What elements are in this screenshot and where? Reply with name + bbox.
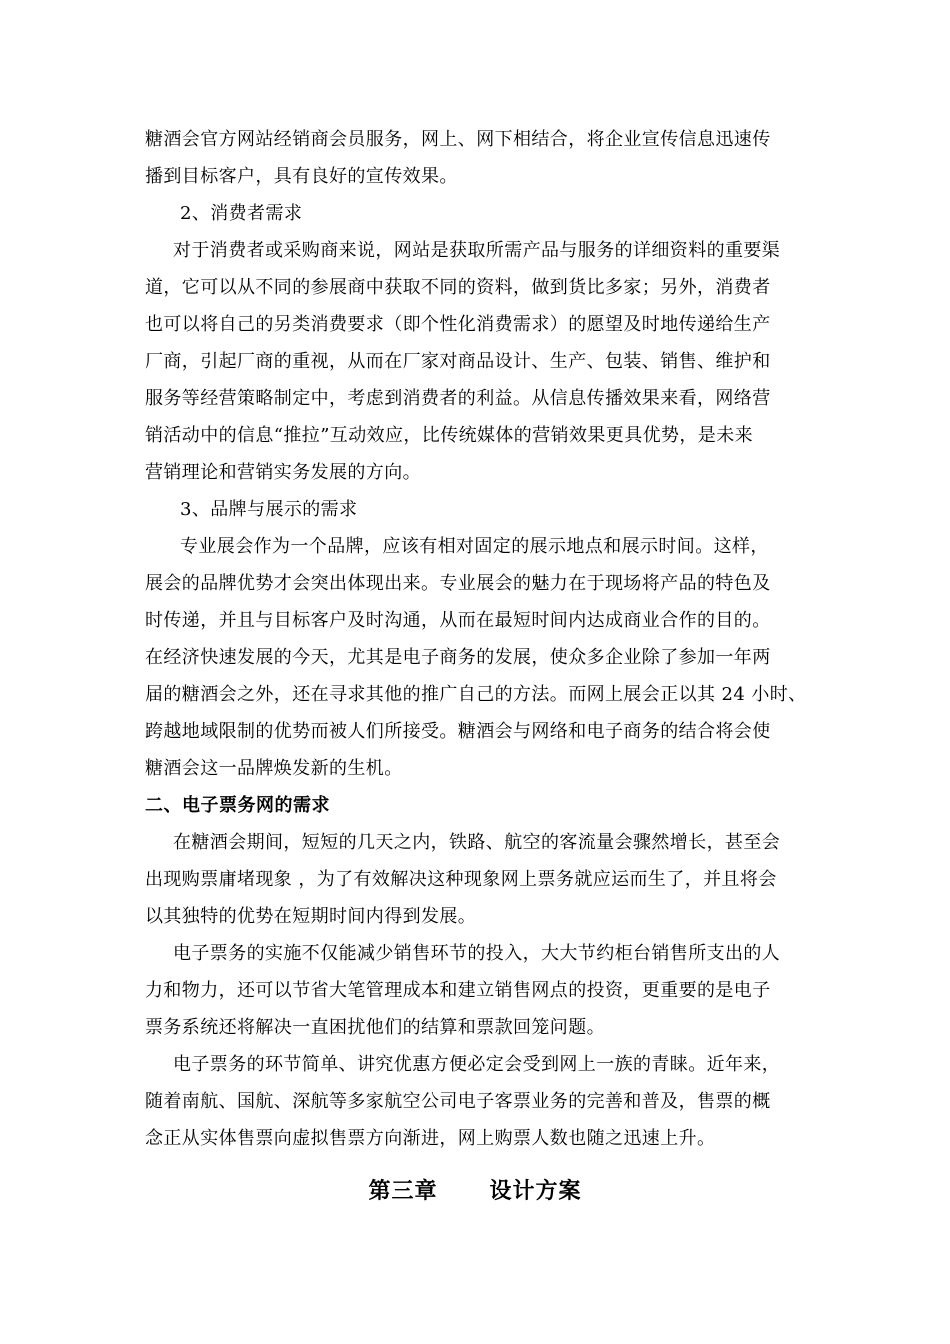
paragraph-line: 糖酒会官方网站经销商会员服务，网上、网下相结合，将企业宣传信息迅速传: [145, 129, 771, 150]
chapter-title: 第三章 设计方案: [368, 1179, 582, 1204]
paragraph-line: 在经济快速发展的今天，尤其是电子商务的发展，使众多企业除了参加一年两: [145, 647, 771, 668]
paragraph-line: 营销理论和营销实务发展的方向。: [145, 462, 421, 483]
paragraph-line: 播到目标客户，具有良好的宣传效果。: [145, 166, 458, 187]
paragraph-line: 以其独特的优势在短期时间内得到发展。: [145, 906, 477, 927]
subsection-heading: 3、品牌与展示的需求: [180, 499, 358, 520]
paragraph-line: 专业展会作为一个品牌，应该有相对固定的展示地点和展示时间。这样，: [180, 536, 769, 557]
paragraph-line: 糖酒会这一品牌焕发新的生机。: [145, 758, 403, 779]
paragraph-line: 力和物力，还可以节省大笔管理成本和建立销售网点的投资，更重要的是电子: [145, 980, 771, 1001]
paragraph-line: 票务系统还将解决一直困扰他们的结算和票款回笼问题。: [145, 1017, 605, 1038]
paragraph-line: 服务等经营策略制定中，考虑到消费者的利益。从信息传播效果来看，网络营: [145, 388, 771, 409]
section-heading: 二、电子票务网的需求: [145, 795, 330, 816]
subsection-heading: 2、消费者需求: [180, 203, 303, 224]
paragraph-line: 随着南航、国航、深航等多家航空公司电子客票业务的完善和普及，售票的概: [145, 1091, 771, 1112]
paragraph-line: 道，它可以从不同的参展商中获取不同的资料，做到货比多家；另外，消费者: [145, 277, 771, 298]
paragraph-line: 电子票务的实施不仅能减少销售环节的投入，大大节约柜台销售所支出的人: [173, 943, 781, 964]
paragraph-line: 展会的品牌优势才会突出体现出来。专业展会的魅力在于现场将产品的特色及: [145, 573, 771, 594]
paragraph-line: 也可以将自己的另类消费要求（即个性化消费需求）的愿望及时地传递给生产: [145, 314, 771, 335]
paragraph-line: 厂商，引起厂商的重视，从而在厂家对商品设计、生产、包装、销售、维护和: [145, 351, 771, 372]
paragraph-line: 跨越地域限制的优势而被人们所接受。糖酒会与网络和电子商务的结合将会使: [145, 721, 771, 742]
paragraph-line: 念正从实体售票向虚拟售票方向渐进，网上购票人数也随之迅速上升。: [145, 1128, 716, 1149]
paragraph-line: 出现购票庸堵现象 ，为了有效解决这种现象网上票务就应运而生了，并且将会: [145, 869, 777, 890]
paragraph-line: 在糖酒会期间，短短的几天之内，铁路、航空的客流量会骤然增长，甚至会: [173, 832, 781, 853]
paragraph-line: 对于消费者或采购商来说，网站是获取所需产品与服务的详细资料的重要渠: [173, 240, 781, 261]
paragraph-line: 销活动中的信息“推拉”互动效应，比传统媒体的营销效果更具优势，是未来: [145, 425, 754, 446]
paragraph-line: 电子票务的环节简单、讲究优惠方便必定会受到网上一族的青睐。近年来，: [173, 1054, 781, 1075]
paragraph-line: 届的糖酒会之外，还在寻求其他的推广自己的方法。而网上展会正以其 24 小时、: [145, 684, 807, 705]
paragraph-line: 时传递，并且与目标客户及时沟通，从而在最短时间内达成商业合作的目的。: [145, 610, 771, 631]
